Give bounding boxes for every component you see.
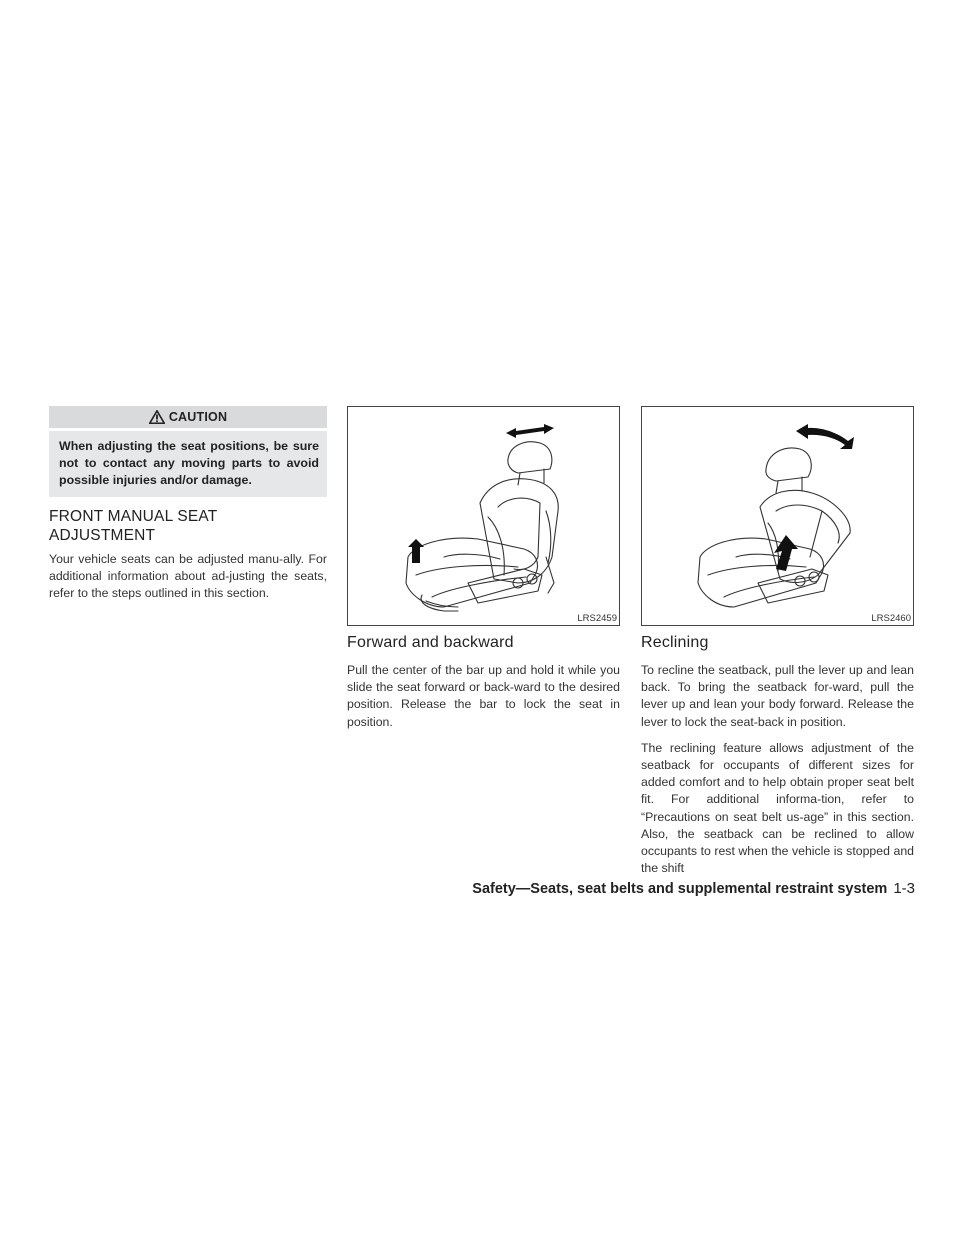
caution-header: [49, 406, 327, 428]
middle-column: [347, 406, 620, 740]
front-manual-heading-line1: FRONT MANUAL SEAT: [49, 508, 218, 525]
page-number: 1-3: [893, 880, 915, 897]
forward-backward-paragraph: Pull the center of the bar up and hold it while you slide the seat forward or back-ward to the desired position. Release the bar to lock the seat in position.: [347, 663, 620, 729]
forward-backward-heading: Forward and backward: [347, 634, 514, 651]
seat-recline-illustration: [642, 407, 913, 625]
reclining-paragraph-2: The reclining feature allows adjustment of the seatback for occupants of different sizes for added comfort and to help obtain proper seat belt fit. For additional informa-tion, refer to “Precautions on seat belt us-age” in this section. Also, the seatback can be reclined to allow occupants to rest when the vehicle is stopped and the shift: [641, 740, 914, 876]
front-manual-paragraph: Your vehicle seats can be adjusted manu-ally. For additional information about ad-justing the seats, refer to the steps outlined in this section.: [49, 552, 327, 601]
front-manual-heading: [49, 507, 327, 545]
seat-recline-figure: [641, 406, 914, 626]
front-manual-heading-line2: ADJUSTMENT: [49, 527, 156, 544]
caution-text: When adjusting the seat positions, be sure not to contact any moving parts to avoid possible injuries and/or damage.: [49, 431, 327, 497]
left-column: [49, 406, 327, 612]
seat-slide-figure: [347, 406, 620, 626]
reclining-paragraph-1: To recline the seatback, pull the lever up and lean back. To bring the seatback for-ward, pull the lever up and lean your body forward. Release the lever to lock the seat-back in position.: [641, 663, 914, 729]
page-footer: [0, 880, 915, 897]
caution-heading: CAUTION: [168, 410, 228, 424]
figure-code-lrs2459: LRS2459: [577, 613, 617, 624]
reclining-heading: Reclining: [641, 634, 709, 651]
right-column: [641, 406, 914, 886]
figure-code-lrs2460: LRS2460: [871, 613, 911, 624]
warning-icon: [149, 410, 165, 424]
seat-slide-illustration: [348, 407, 619, 625]
footer-title: Safety—Seats, seat belts and supplemental restraint system: [472, 881, 888, 897]
